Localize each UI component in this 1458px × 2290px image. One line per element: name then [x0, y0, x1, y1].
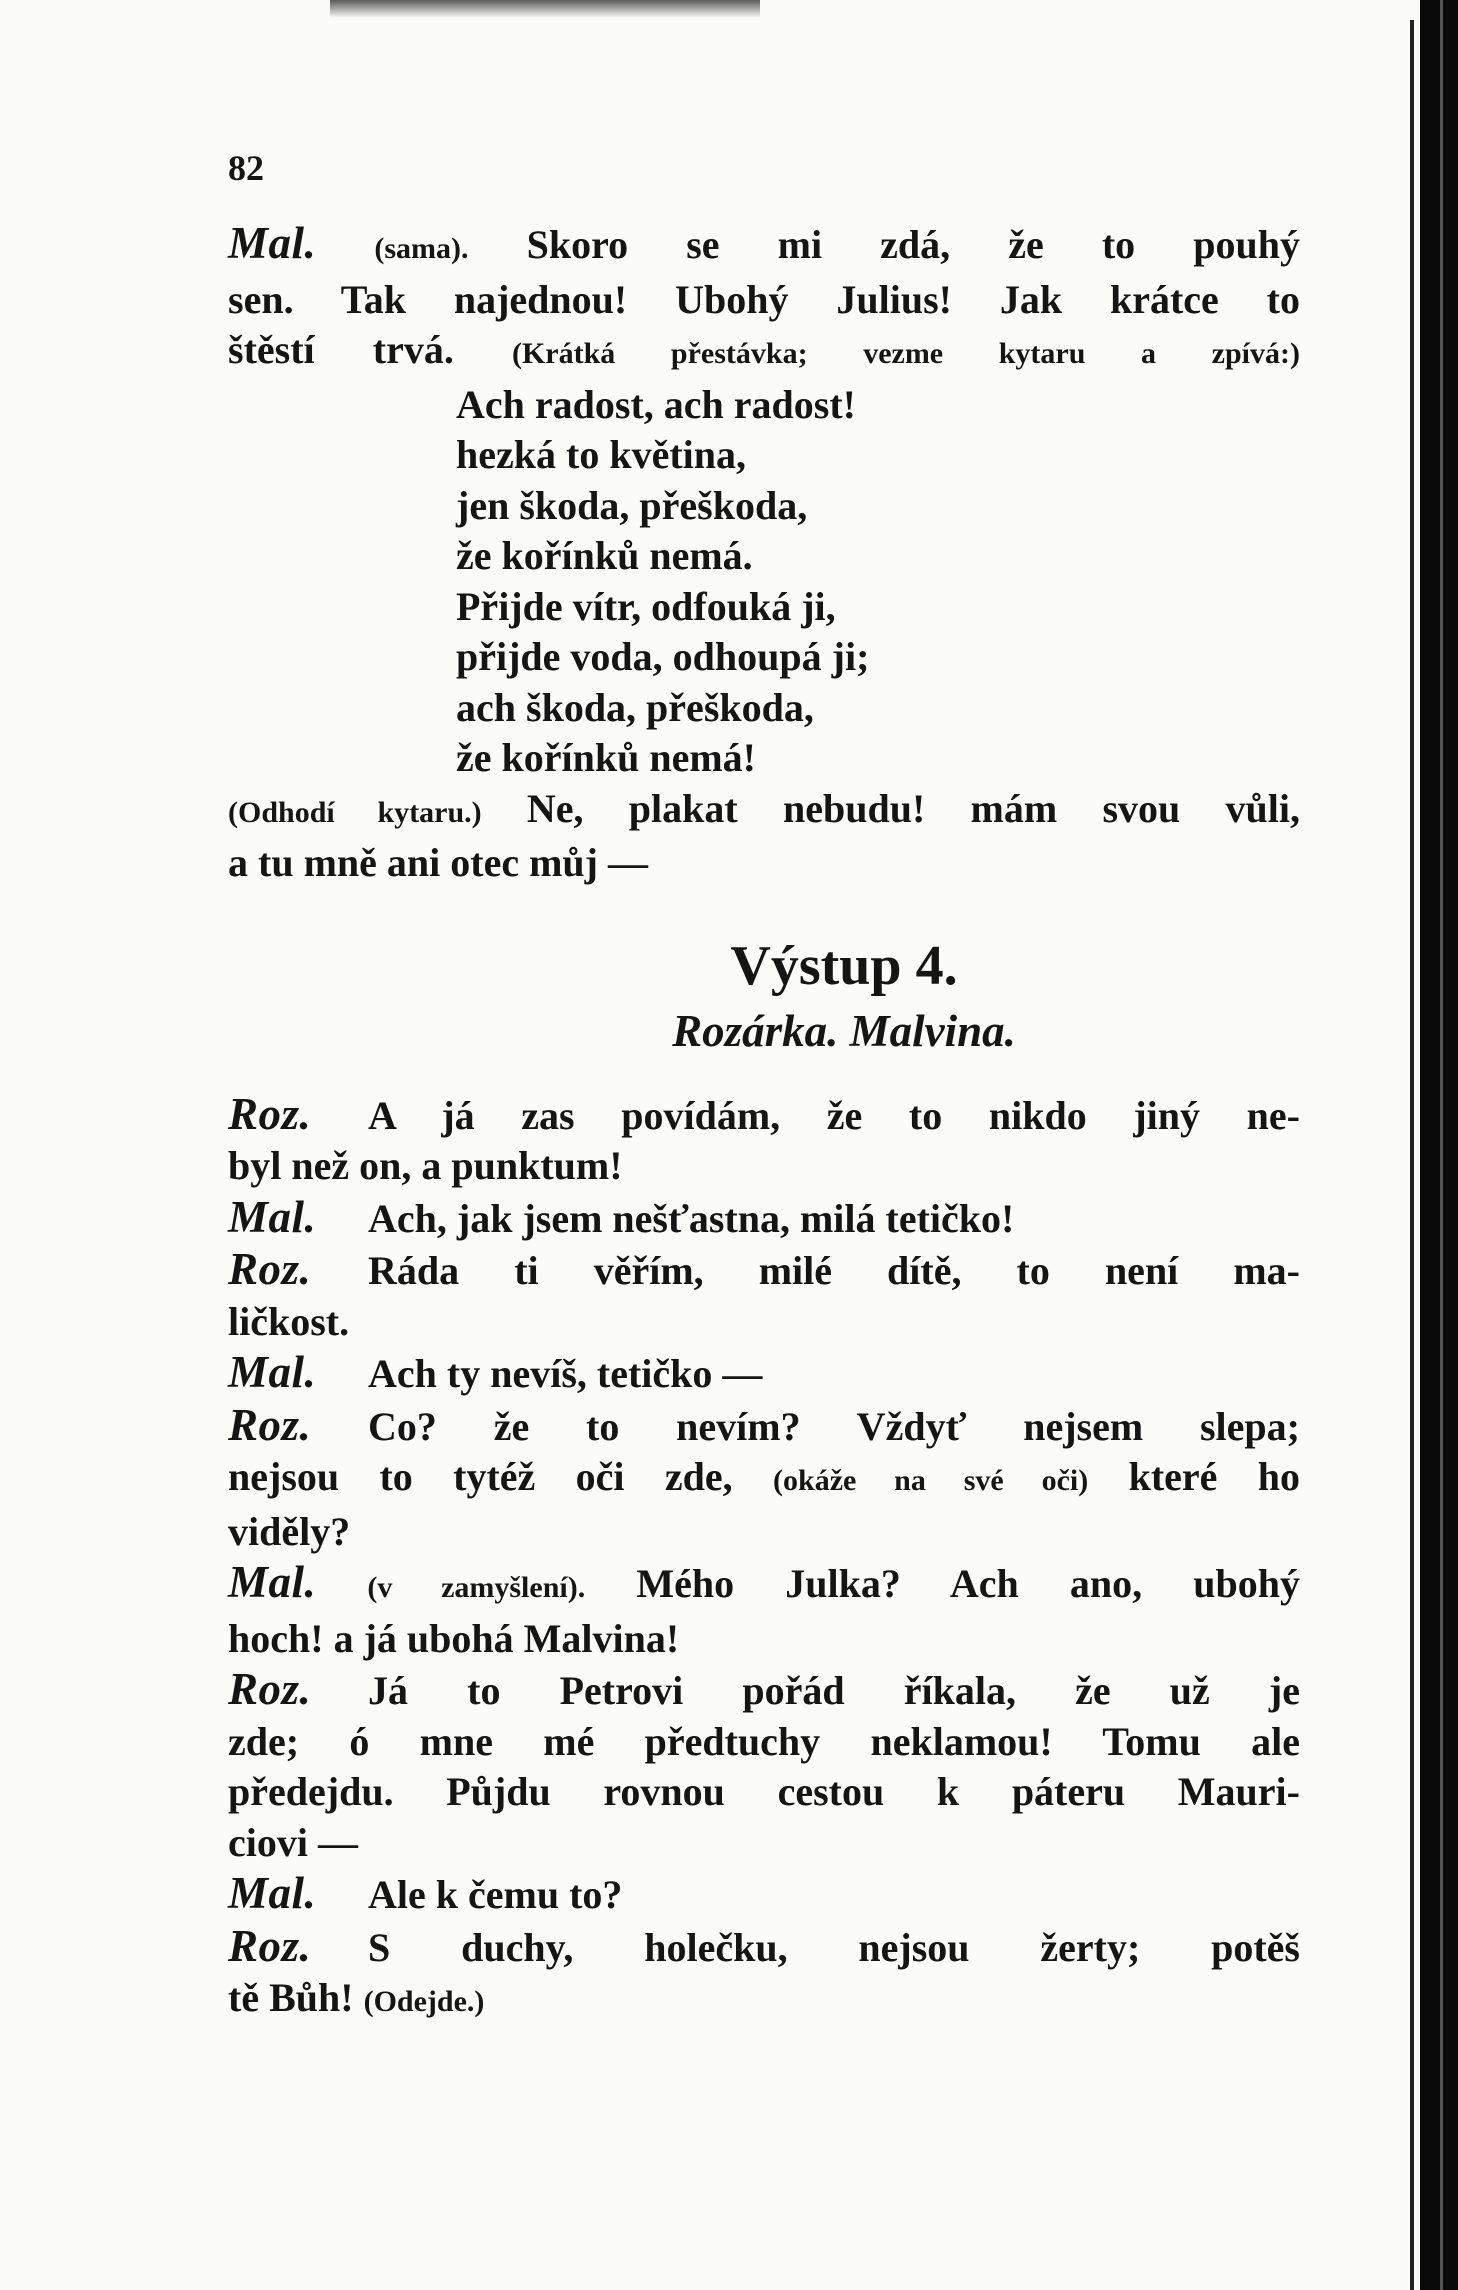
stage-direction: (Odejde.) [363, 1985, 485, 2018]
dialogue-line: Mal. (v zamyšlení). Mého Julka? Ach ano, ubohý [228, 1557, 1301, 1607]
scan-border [1440, 0, 1443, 2290]
speaker: Mal. [228, 218, 317, 268]
scan-shadow [330, 0, 760, 18]
song-line: Ach radost, ach radost! [456, 381, 856, 427]
text-line: a tu mně ani otec můj — [228, 840, 648, 885]
song-line: že kořínků nemá. [456, 533, 753, 578]
dialogue-line: Mal. Ale k čemu to? [228, 1868, 623, 1918]
text-line: Mal. (sama). Skoro se mi zdá, že to pouhý [228, 218, 1301, 268]
dialogue-line: předejdu. Půjdu rovnou cestou k páteru Mauri- [228, 1769, 1300, 1814]
scene-characters: Rozárka. Malvina. [672, 1005, 1016, 1056]
text-line: (Odhodí kytaru.) Ne, plakat nebudu! mám svou vůli, [228, 785, 1300, 831]
dialogue-line: Mal. Ach, jak jsem nešťastna, milá tetičko! [228, 1191, 1015, 1242]
song-line: přijde voda, odhoupá ji; [456, 634, 870, 679]
dialogue-line: viděly? [228, 1508, 351, 1554]
stage-direction: (Odhodí kytaru.) [228, 795, 482, 829]
song-line: jen škoda, přeškoda, [456, 482, 808, 528]
stage-direction: (Krátká přestávka; vezme kytaru a zpívá:) [511, 337, 1300, 370]
page-number: 82 [228, 148, 264, 188]
speaker: Mal. [228, 1191, 317, 1242]
speaker: Mal. [228, 1557, 317, 1607]
stage-direction: (sama). [374, 232, 469, 265]
song-line: ach škoda, přeškoda, [456, 684, 814, 730]
song-line: Přijde vítr, odfouká ji, [456, 583, 836, 629]
song-line: že kořínků nemá! [456, 735, 756, 780]
dialogue-line: nejsou to tytéž oči zde, (okáže na své oči) které ho [228, 1454, 1301, 1499]
speaker: Roz. [228, 1088, 312, 1139]
dialogue-line: ličkost. [228, 1298, 350, 1344]
dialogue-line: Roz. Já to Petrovi pořád říkala, že už je [228, 1664, 1300, 1714]
dialogue-line: tě Bůh! (Odejde.) [228, 1975, 485, 2020]
dialogue-line: zde; ó mne mé předtuchy neklamou! Tomu ale [228, 1718, 1300, 1764]
dialogue-line: ciovi — [228, 1819, 358, 1865]
page-text [228, 138, 1300, 2028]
dialogue-line: Roz. Co? že to nevím? Vždyť nejsem slepa; [228, 1399, 1300, 1450]
speaker: Mal. [228, 1868, 317, 1918]
dialogue-line: Roz. A já zas povídám, že to nikdo jiný ne- [228, 1088, 1300, 1139]
scene-title: Výstup 4. [730, 934, 958, 997]
song-line: hezká to květina, [456, 432, 746, 477]
stage-direction: (okáže na své oči) [773, 1464, 1089, 1497]
speaker: Mal. [228, 1347, 317, 1397]
dialogue-line: Roz. S duchy, holečku, nejsou žerty; potěš [228, 1920, 1300, 1971]
dialogue-line: Roz. Ráda ti věřím, milé dítě, to není ma- [228, 1244, 1300, 1294]
dialogue-line: Mal. Ach ty nevíš, tetičko — [228, 1347, 763, 1397]
page-edge [1410, 20, 1414, 2290]
dialogue-line: byl než on, a punktum! [228, 1143, 623, 1188]
speaker: Roz. [228, 1664, 312, 1714]
speaker: Roz. [228, 1244, 312, 1294]
stage-direction: (v zamyšlení). [367, 1571, 586, 1604]
dialogue-line: hoch! a já ubohá Malvina! [228, 1615, 680, 1661]
text-line: sen. Tak najednou! Ubohý Julius! Jak krátce to [228, 276, 1300, 322]
text-line: štěstí trvá. (Krátká přestávka; vezme kytaru a zpívá:) [228, 327, 1300, 372]
speaker: Roz. [228, 1399, 312, 1450]
speaker: Roz. [228, 1920, 312, 1971]
